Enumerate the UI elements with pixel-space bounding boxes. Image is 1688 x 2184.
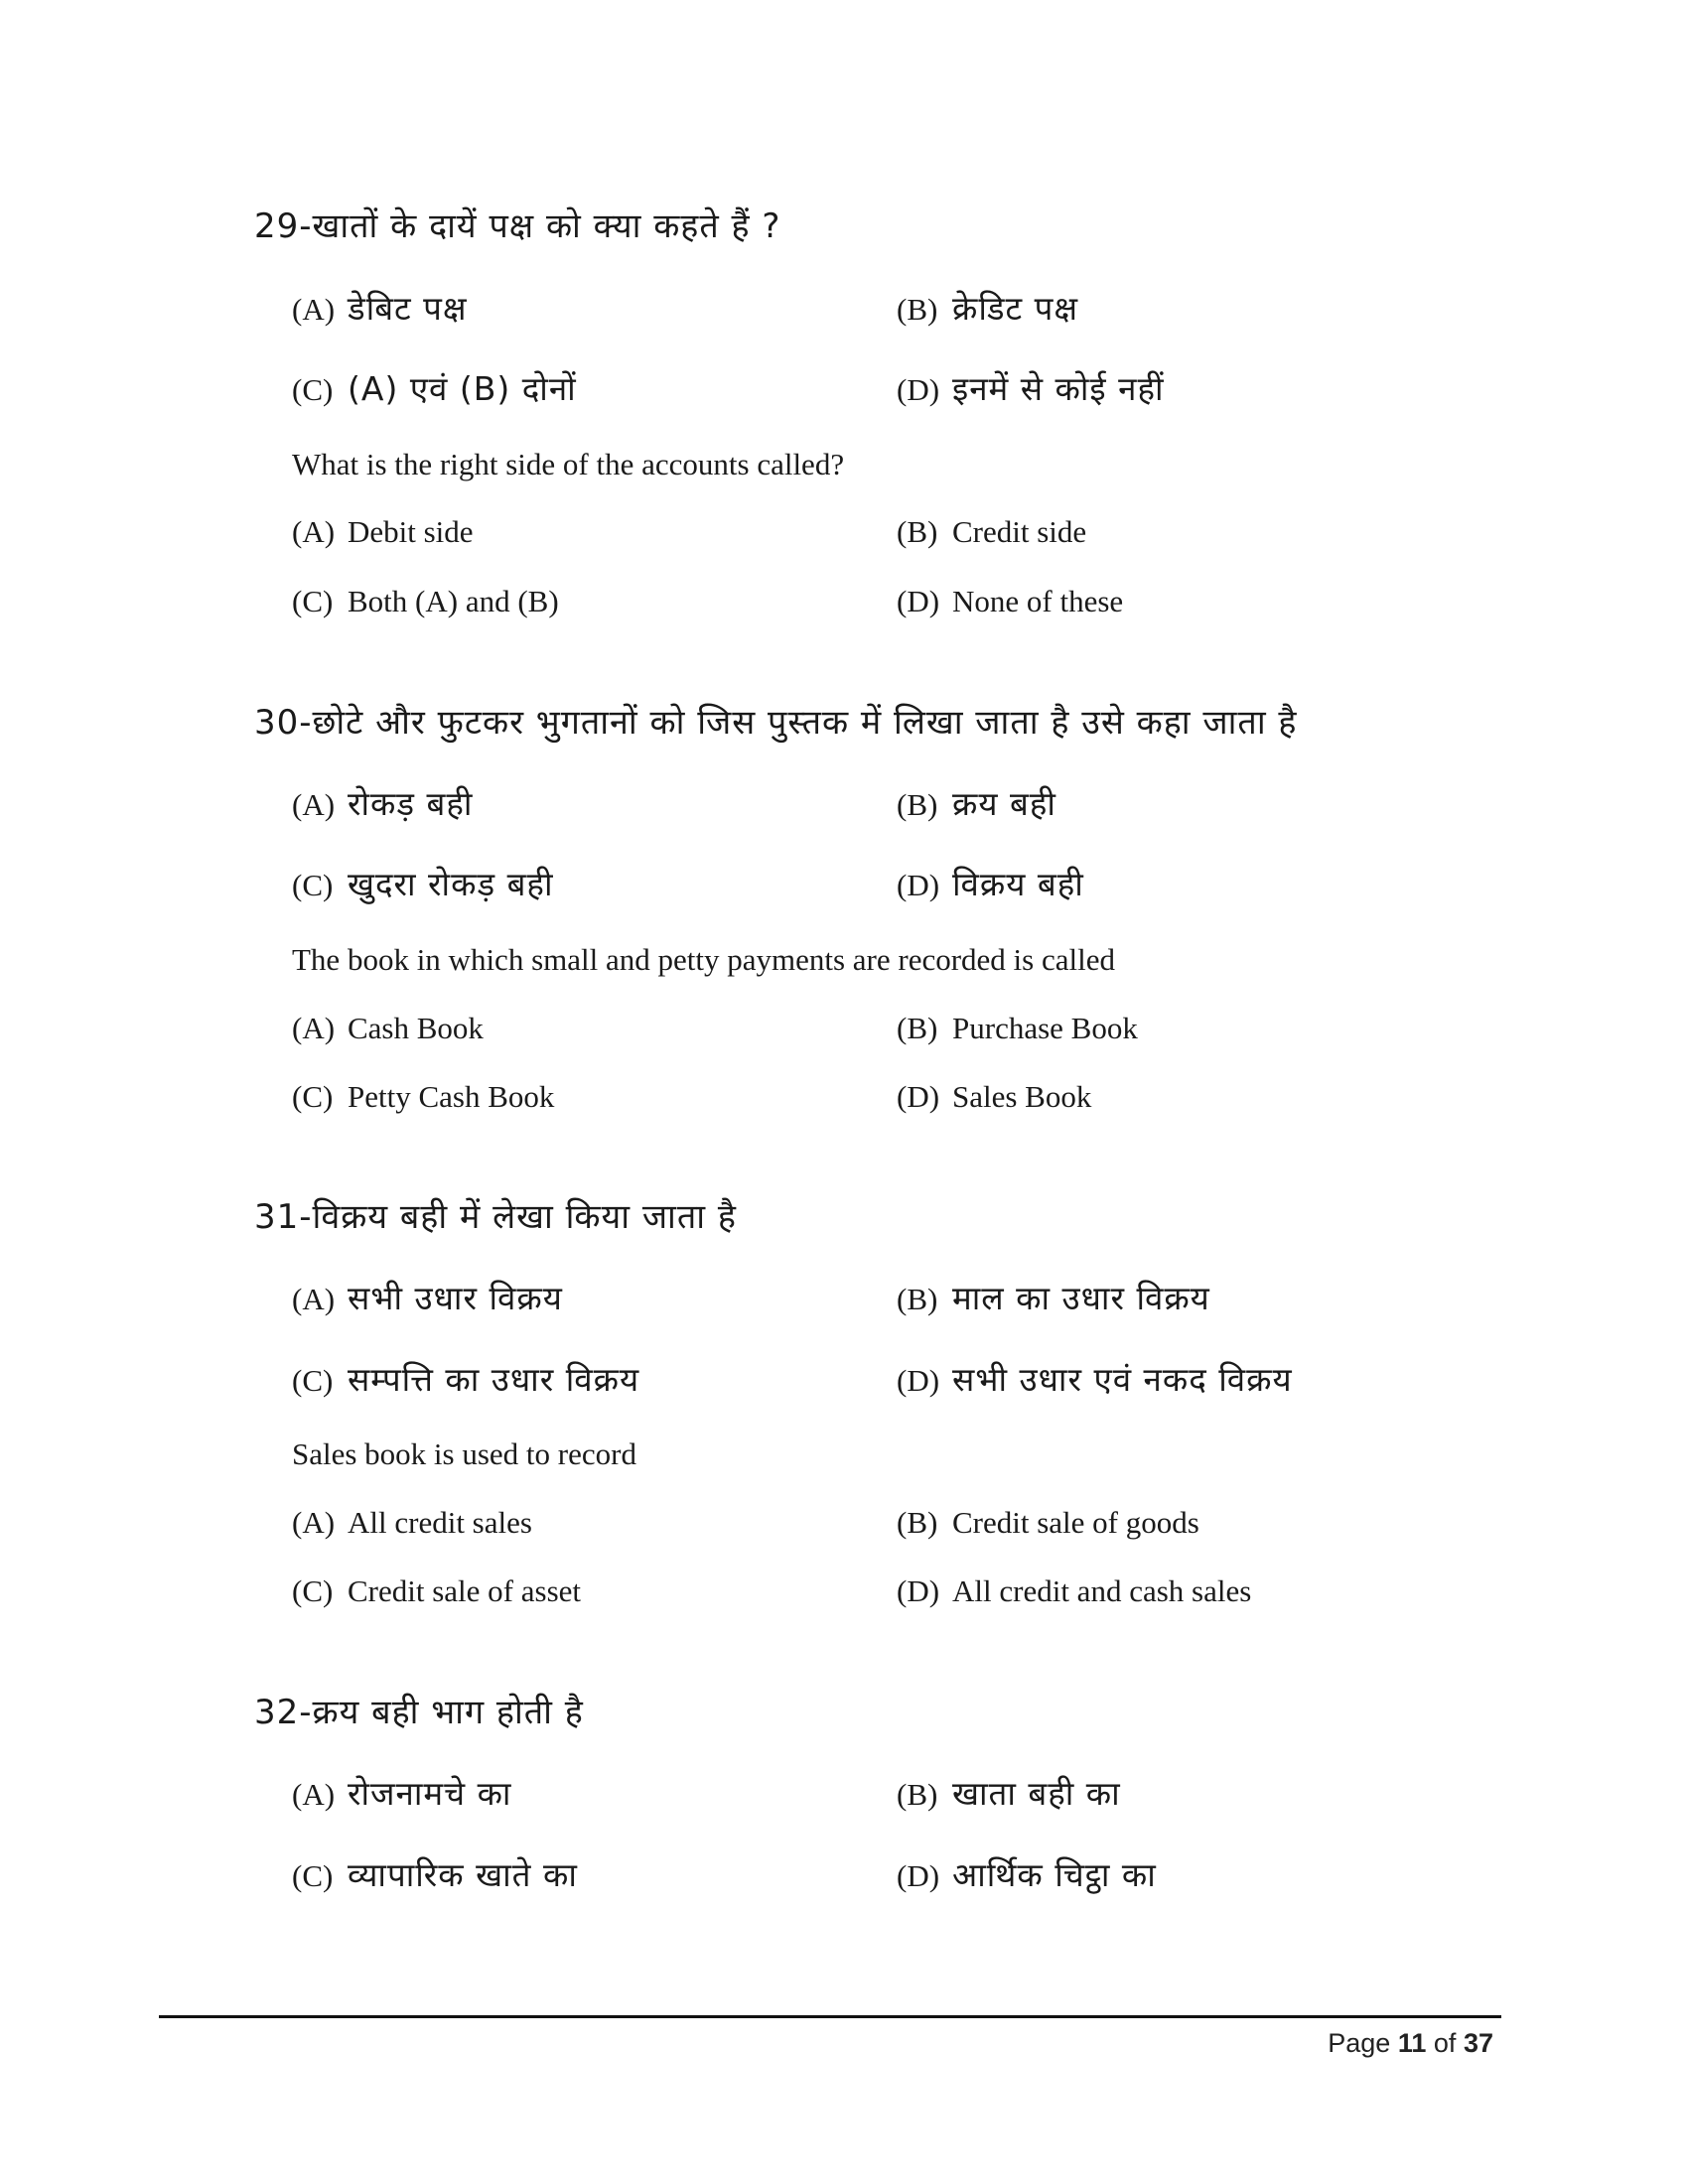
- option-b-hindi: (B) माल का उधार विक्रय: [897, 1279, 1210, 1317]
- footer-divider: [159, 2015, 1501, 2018]
- option-d-hindi: (D) आर्थिक चिट्ठा का: [897, 1855, 1157, 1894]
- question-hindi-text: 31-विक्रय बही में लेखा किया जाता है: [254, 1197, 737, 1237]
- option-b-hindi: (B) क्रेडिट पक्ष: [897, 289, 1079, 328]
- current-page: 11: [1397, 2028, 1427, 2058]
- option-a-hindi: (A) रोजनामचे का: [292, 1774, 512, 1813]
- option-b-hindi: (B) क्रय बही: [897, 784, 1056, 823]
- option-d-english: (D) Sales Book: [897, 1079, 1092, 1114]
- option-a-english: (A) Cash Book: [292, 1011, 484, 1045]
- option-c-hindi: (C) सम्पत्ति का उधार विक्रय: [292, 1360, 640, 1399]
- option-b-hindi: (B) खाता बही का: [897, 1774, 1121, 1813]
- option-c-hindi: (C) (A) एवं (B) दोनों: [292, 369, 577, 408]
- question-hindi-text: 29-खातों के दायें पक्ष को क्या कहते हैं ?: [254, 206, 781, 246]
- option-c-english: (C) Both (A) and (B): [292, 584, 559, 618]
- option-c-english: (C) Petty Cash Book: [292, 1079, 555, 1114]
- option-b-english: (B) Purchase Book: [897, 1011, 1138, 1045]
- option-b-english: (B) Credit sale of goods: [897, 1505, 1199, 1540]
- option-d-hindi: (D) सभी उधार एवं नकद विक्रय: [897, 1360, 1293, 1399]
- option-a-english: (A) Debit side: [292, 514, 474, 549]
- option-c-hindi: (C) व्यापारिक खाते का: [292, 1855, 578, 1894]
- option-d-hindi: (D) विक्रय बही: [897, 865, 1084, 903]
- option-d-english: (D) All credit and cash sales: [897, 1573, 1252, 1608]
- option-c-english: (C) Credit sale of asset: [292, 1573, 582, 1608]
- option-d-hindi: (D) इनमें से कोई नहीं: [897, 369, 1165, 408]
- question-english-text: The book in which small and petty payments are recorded is called: [292, 942, 1115, 977]
- question-hindi-text: 32-क्रय बही भाग होती है: [254, 1693, 584, 1732]
- option-a-english: (A) All credit sales: [292, 1505, 532, 1540]
- option-d-english: (D) None of these: [897, 584, 1124, 618]
- option-a-hindi: (A) रोकड़ बही: [292, 784, 474, 823]
- question-hindi-text: 30-छोटे और फुटकर भुगतानों को जिस पुस्तक में लिखा जाता है उसे कहा जाता है: [254, 703, 1298, 743]
- option-c-hindi: (C) खुदरा रोकड़ बही: [292, 865, 554, 903]
- page-number: Page 11 of 37: [1328, 2028, 1493, 2058]
- total-pages: 37: [1463, 2028, 1493, 2058]
- question-english-text: What is the right side of the accounts called?: [292, 447, 845, 481]
- option-a-hindi: (A) सभी उधार विक्रय: [292, 1279, 563, 1317]
- question-english-text: Sales book is used to record: [292, 1436, 636, 1471]
- option-a-hindi: (A) डेबिट पक्ष: [292, 289, 468, 328]
- option-b-english: (B) Credit side: [897, 514, 1087, 549]
